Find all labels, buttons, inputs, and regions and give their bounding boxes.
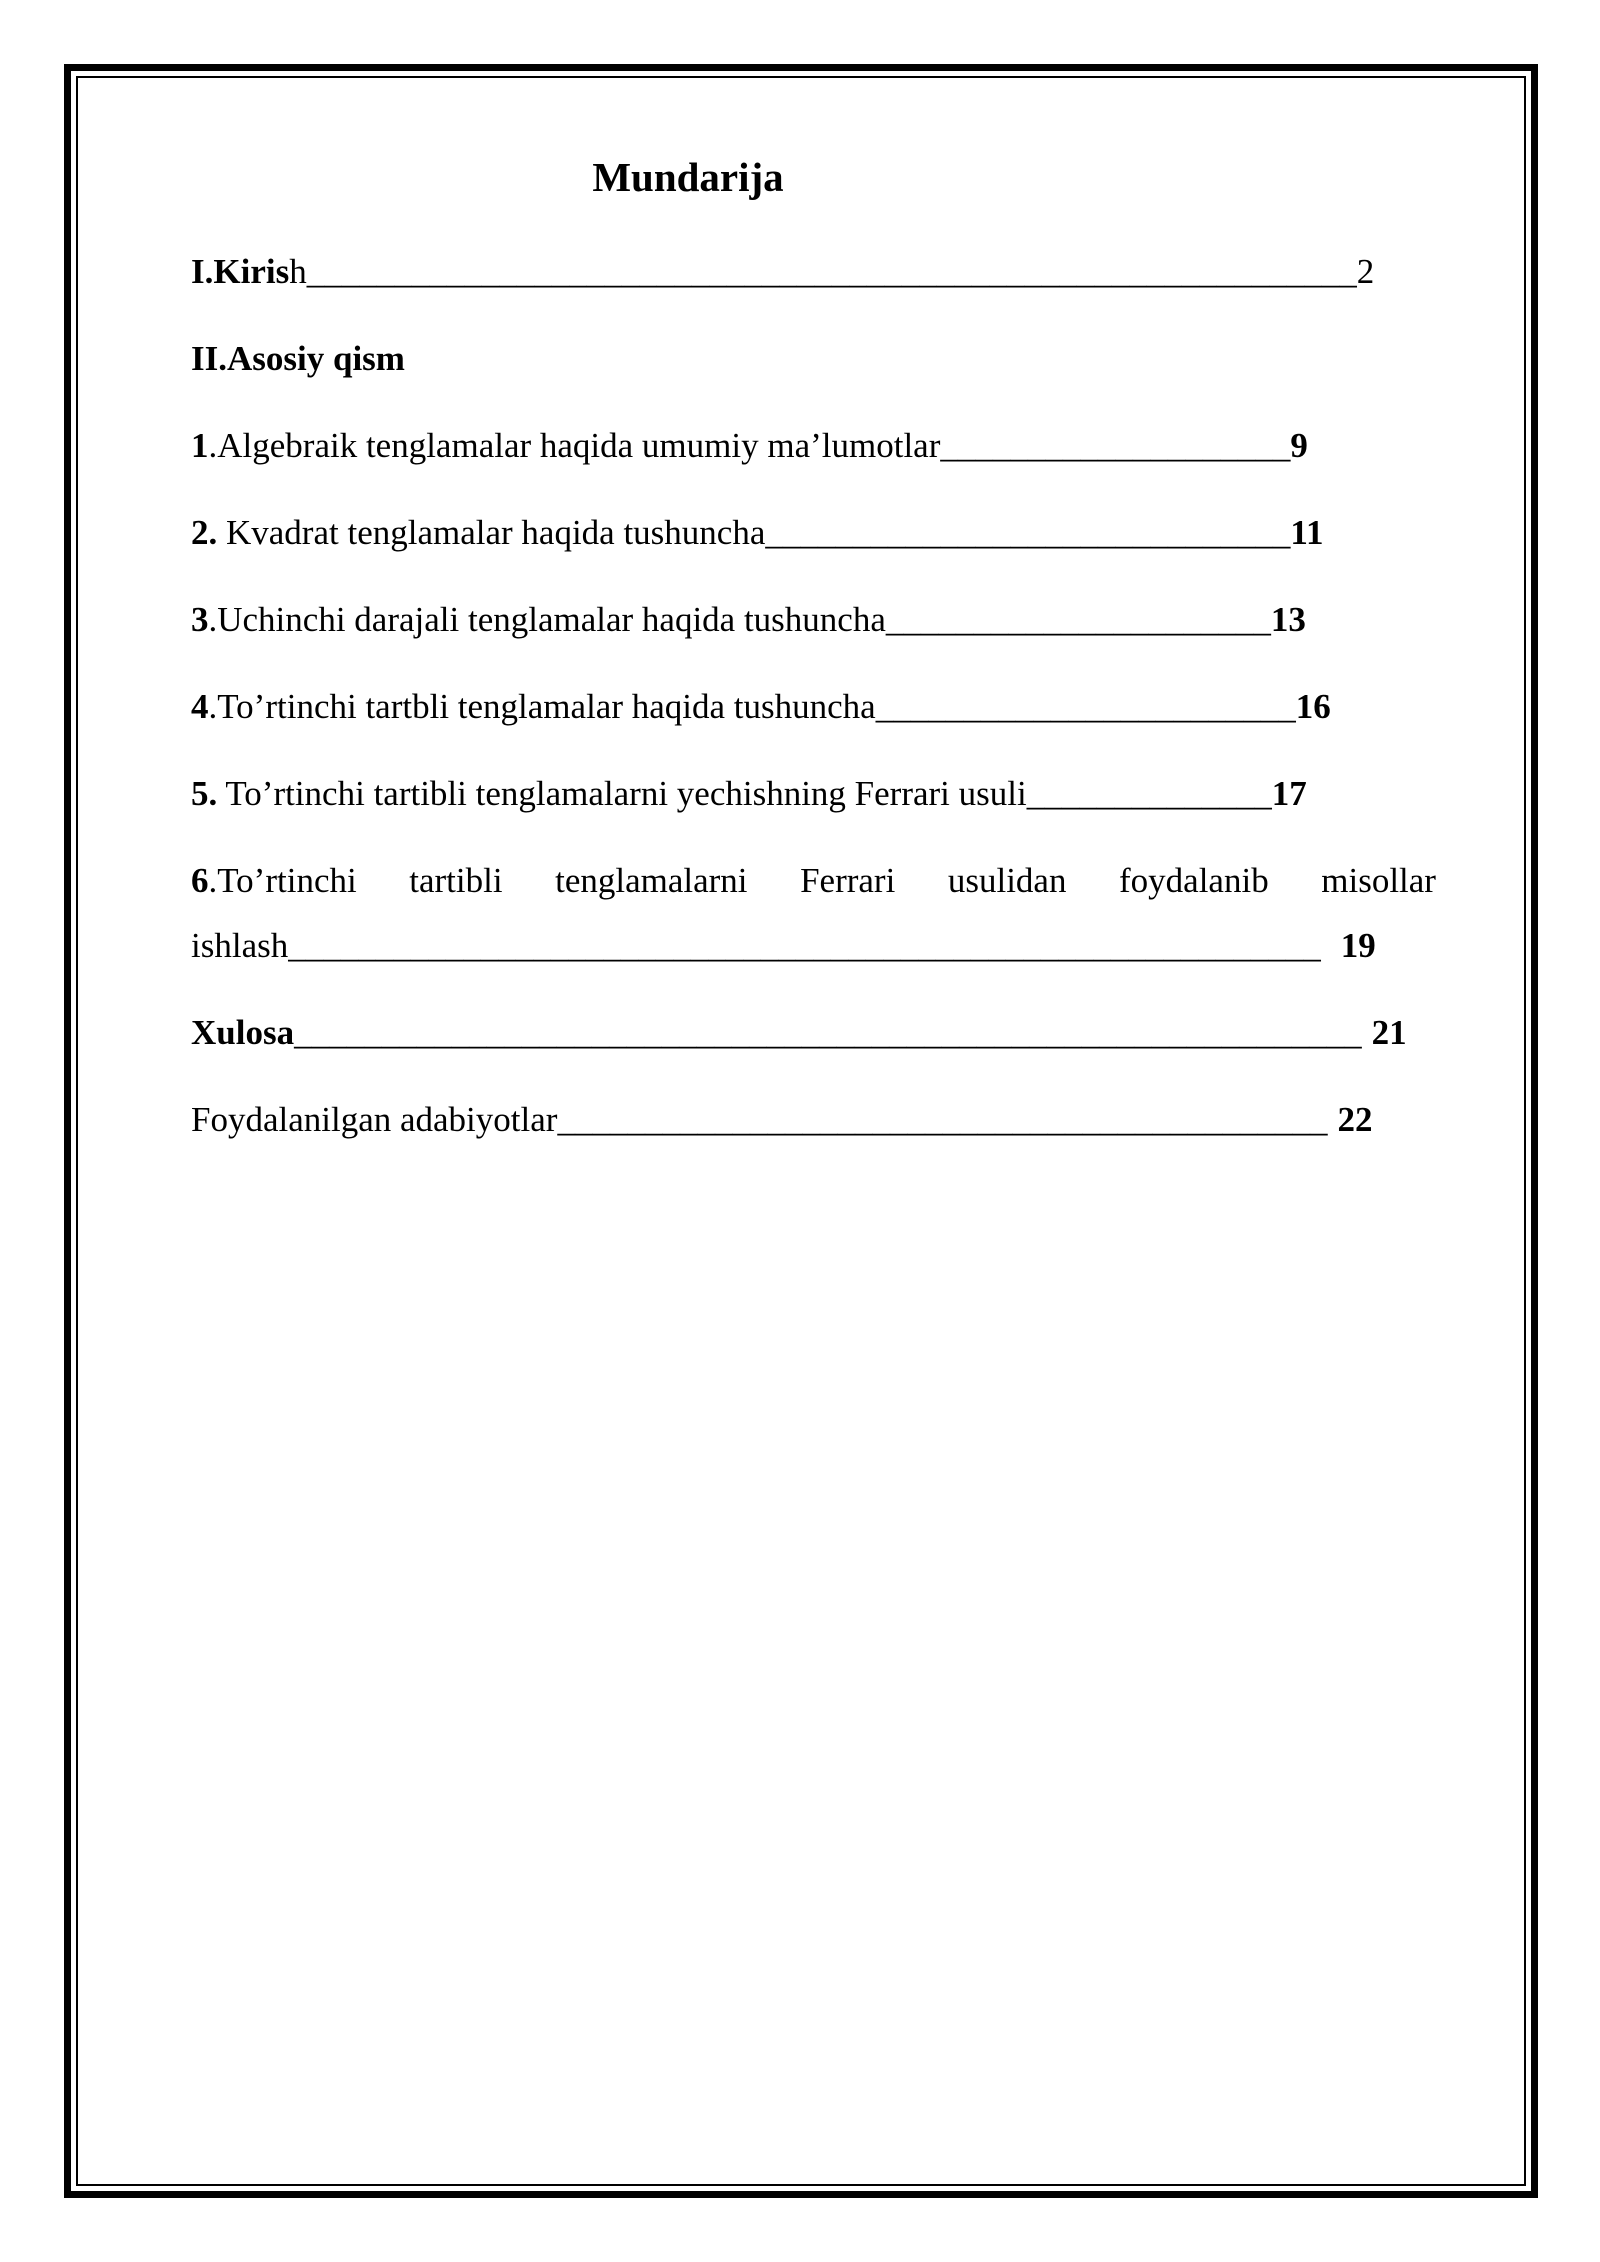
toc-entry-prefix: I.Kiris bbox=[191, 252, 290, 291]
toc-entry-prefix: 2. bbox=[191, 513, 218, 552]
toc-word: tartibli bbox=[409, 861, 503, 900]
toc-section-heading: II.Asosiy qism bbox=[191, 339, 405, 378]
toc-leader: ____________________ bbox=[940, 426, 1291, 465]
toc-word: Ferrari bbox=[800, 861, 896, 900]
toc-page-number: 16 bbox=[1295, 687, 1331, 726]
toc-entry-text: Kvadrat tenglamalar haqida tushuncha bbox=[217, 513, 766, 552]
toc-page-number: 2 bbox=[1356, 252, 1375, 291]
toc-entry-text: ishlash bbox=[191, 926, 289, 965]
toc-word: foydalanib bbox=[1119, 861, 1269, 900]
toc-entry-kirish[interactable] bbox=[191, 251, 1374, 293]
toc-entry-text: h bbox=[289, 252, 307, 291]
toc-entry-prefix: Xulosa bbox=[191, 1013, 295, 1052]
toc-entry-3[interactable] bbox=[191, 599, 1306, 641]
toc-leader: ________________________ bbox=[875, 687, 1296, 726]
toc-page-number: 21 bbox=[1371, 1013, 1407, 1052]
toc-leader: ____________________________________________________________ bbox=[306, 252, 1357, 291]
page-title: Mundarija bbox=[592, 154, 784, 200]
toc-entry-prefix: 4 bbox=[191, 687, 209, 726]
toc-entry-text bbox=[191, 860, 357, 902]
toc-entry-text: .Uchinchi darajali tenglamalar haqida tushuncha bbox=[208, 600, 886, 639]
toc-word: tenglamalarni bbox=[555, 861, 748, 900]
toc-entry-6-line-1[interactable] bbox=[191, 860, 1436, 902]
toc-leader: ______________ bbox=[1026, 774, 1272, 813]
toc-entry-prefix: 6 bbox=[191, 861, 209, 900]
toc-entry-5[interactable] bbox=[191, 773, 1307, 815]
toc-section-asosiy-qism[interactable] bbox=[191, 338, 405, 380]
toc-page-number: 9 bbox=[1290, 426, 1308, 465]
toc-page-number: 19 bbox=[1340, 926, 1376, 965]
toc-entry-6-line-2[interactable] bbox=[191, 925, 1376, 967]
toc-page-number: 17 bbox=[1271, 774, 1307, 813]
toc-entry-adabiyotlar[interactable] bbox=[191, 1099, 1372, 1141]
toc-page-number: 11 bbox=[1290, 513, 1324, 552]
toc-entry-prefix: 1 bbox=[191, 426, 209, 465]
toc-entry-text: .To’rtinchi tartbli tenglamalar haqida tushuncha bbox=[208, 687, 876, 726]
toc-leader: ____________________________________________ bbox=[557, 1100, 1328, 1139]
toc-word: misollar bbox=[1321, 861, 1436, 900]
toc-word: usulidan bbox=[947, 861, 1067, 900]
toc-leader: ______________________________ bbox=[765, 513, 1291, 552]
toc-entry-prefix: 5. bbox=[191, 774, 218, 813]
toc-leader: ___________________________________________________________ bbox=[288, 926, 1321, 965]
toc-entry-prefix: 3 bbox=[191, 600, 209, 639]
toc-entry-text: To’rtinchi tartibli tenglamalarni yechishning Ferrari usuli bbox=[217, 774, 1027, 813]
toc-entry-4[interactable] bbox=[191, 686, 1331, 728]
toc-entry-1[interactable] bbox=[191, 425, 1308, 467]
toc-leader: _____________________________________________________________ bbox=[294, 1013, 1362, 1052]
toc-entry-text: .Algebraik tenglamalar haqida umumiy ma’lumotlar bbox=[208, 426, 941, 465]
toc-entry-2[interactable] bbox=[191, 512, 1323, 554]
toc-page-number: 22 bbox=[1337, 1100, 1373, 1139]
toc-page-number: 13 bbox=[1270, 600, 1306, 639]
toc-entry-text: Foydalanilgan adabiyotlar bbox=[191, 1100, 558, 1139]
toc-entry-xulosa[interactable] bbox=[191, 1012, 1407, 1054]
toc-word: .To’rtinchi bbox=[208, 861, 357, 900]
toc-leader: ______________________ bbox=[885, 600, 1271, 639]
